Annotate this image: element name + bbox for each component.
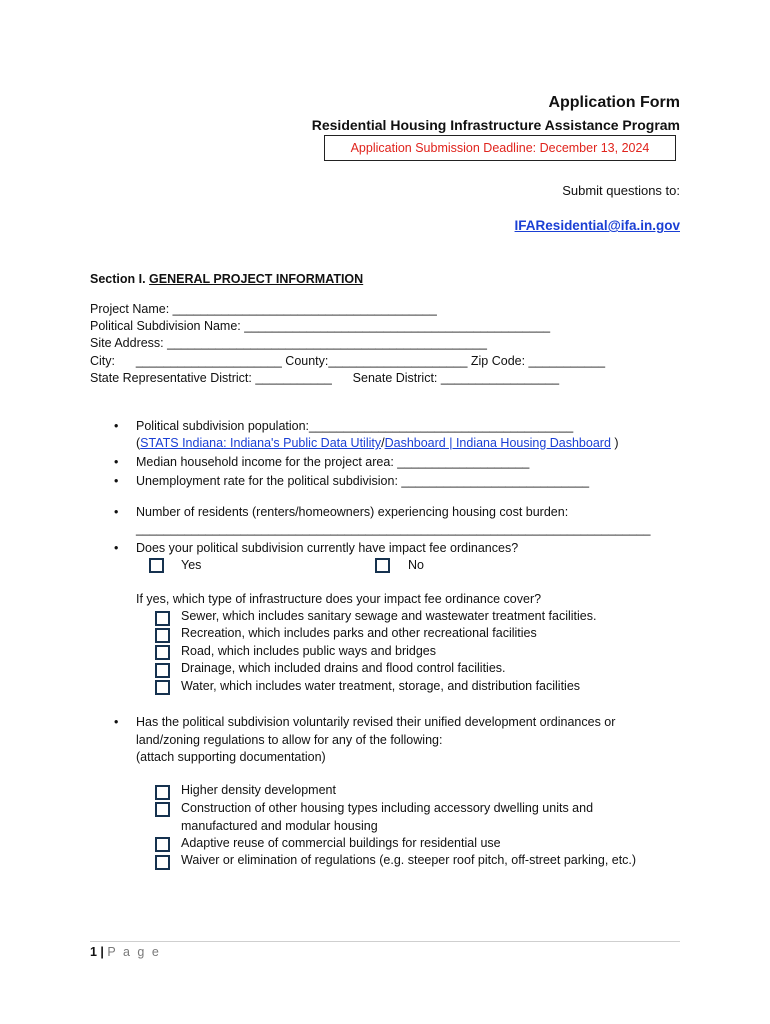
- impact-fee-question: Does your political subdivision currently have impact fee ordinances?: [136, 541, 519, 555]
- population-field[interactable]: Political subdivision population:______________________________________: [136, 419, 574, 433]
- bullet-icon: •: [114, 419, 119, 433]
- cost-burden-question: Number of residents (renters/homeowners) experiencing housing cost burden:: [136, 505, 569, 519]
- program-subtitle: Residential Housing Infrastructure Assistance Program: [311, 117, 680, 133]
- cost-burden-field[interactable]: __________________________________________________________________________: [136, 522, 651, 536]
- impact-option-drainage: Drainage, which included drains and flood control facilities.: [181, 661, 506, 675]
- revised-option-waiver: Waiver or elimination of regulations (e.g. steeper roof pitch, off-street parking, etc.): [181, 853, 637, 867]
- bullet-icon: •: [114, 474, 119, 488]
- revised-question-line2: land/zoning regulations to allow for any of the following:: [136, 733, 443, 747]
- unemployment-field[interactable]: Unemployment rate for the political subdivision: ___________________________: [136, 474, 590, 488]
- submit-questions-label: Submit questions to:: [562, 183, 680, 198]
- deadline-box: [324, 135, 676, 161]
- housing-dashboard-link[interactable]: Dashboard | Indiana Housing Dashboard: [384, 436, 611, 450]
- political-subdivision-field[interactable]: Political Subdivision Name: ____________________________________________: [90, 319, 551, 333]
- city-county-zip-field[interactable]: City: _____________________ County:____________________ Zip Code: ___________: [90, 354, 606, 368]
- page-footer: [90, 945, 161, 959]
- water-checkbox[interactable]: [155, 680, 170, 695]
- revised-option-housing-types: Construction of other housing types including accessory dwelling units and: [181, 801, 594, 815]
- page-label: P a g e: [107, 945, 161, 959]
- deadline-text: Application Submission Deadline: December 13, 2024: [350, 141, 650, 155]
- impact-option-road: Road, which includes public ways and bridges: [181, 644, 437, 658]
- section-prefix: Section I.: [90, 272, 150, 286]
- median-income-field[interactable]: Median household income for the project area: ___________________: [136, 455, 530, 469]
- footer-separator: |: [96, 945, 108, 959]
- yes-checkbox[interactable]: [149, 558, 164, 573]
- higher-density-checkbox[interactable]: [155, 785, 170, 800]
- district-field[interactable]: State Representative District: ___________ Senate District: _________________: [90, 371, 560, 385]
- contact-email-link[interactable]: IFAResidential@ifa.in.gov: [514, 218, 680, 233]
- recreation-checkbox[interactable]: [155, 628, 170, 643]
- road-checkbox[interactable]: [155, 645, 170, 660]
- paren-open: (: [136, 436, 141, 450]
- bullet-icon: •: [114, 455, 119, 469]
- project-name-field[interactable]: Project Name: ______________________________________: [90, 302, 437, 316]
- revised-question-line1: Has the political subdivision voluntarily revised their unified development ordinances or: [136, 715, 616, 729]
- section-title: GENERAL PROJECT INFORMATION: [149, 272, 364, 286]
- bullet-icon: •: [114, 541, 119, 555]
- no-label: No: [408, 558, 424, 572]
- impact-option-sewer: Sewer, which includes sanitary sewage and wastewater treatment facilities.: [181, 609, 597, 623]
- paren-close: ): [610, 436, 619, 450]
- revised-option-density: Higher density development: [181, 783, 336, 797]
- footer-divider: [90, 941, 680, 942]
- slash: /: [381, 436, 385, 450]
- population-links: [136, 436, 619, 450]
- section-heading: [90, 272, 363, 286]
- site-address-field[interactable]: Site Address: ______________________________________________: [90, 336, 487, 350]
- form-title: Application Form: [548, 94, 680, 111]
- sewer-checkbox[interactable]: [155, 611, 170, 626]
- no-checkbox[interactable]: [375, 558, 390, 573]
- waiver-checkbox[interactable]: [155, 855, 170, 870]
- revised-option-adaptive-reuse: Adaptive reuse of commercial buildings for residential use: [181, 836, 501, 850]
- bullet-icon: •: [114, 715, 119, 729]
- revised-question-note: (attach supporting documentation): [136, 750, 326, 764]
- bullet-icon: •: [114, 505, 119, 519]
- revised-option-housing-types-cont: manufactured and modular housing: [181, 819, 378, 833]
- stats-indiana-link[interactable]: STATS Indiana: Indiana's Public Data Utility: [140, 436, 382, 450]
- impact-option-recreation: Recreation, which includes parks and other recreational facilities: [181, 626, 537, 640]
- drainage-checkbox[interactable]: [155, 663, 170, 678]
- impact-option-water: Water, which includes water treatment, storage, and distribution facilities: [181, 679, 581, 693]
- housing-types-checkbox[interactable]: [155, 802, 170, 817]
- adaptive-reuse-checkbox[interactable]: [155, 837, 170, 852]
- yes-label: Yes: [181, 558, 202, 572]
- impact-fee-type-question: If yes, which type of infrastructure does your impact fee ordinance cover?: [136, 592, 542, 606]
- page-number: 1: [90, 945, 97, 959]
